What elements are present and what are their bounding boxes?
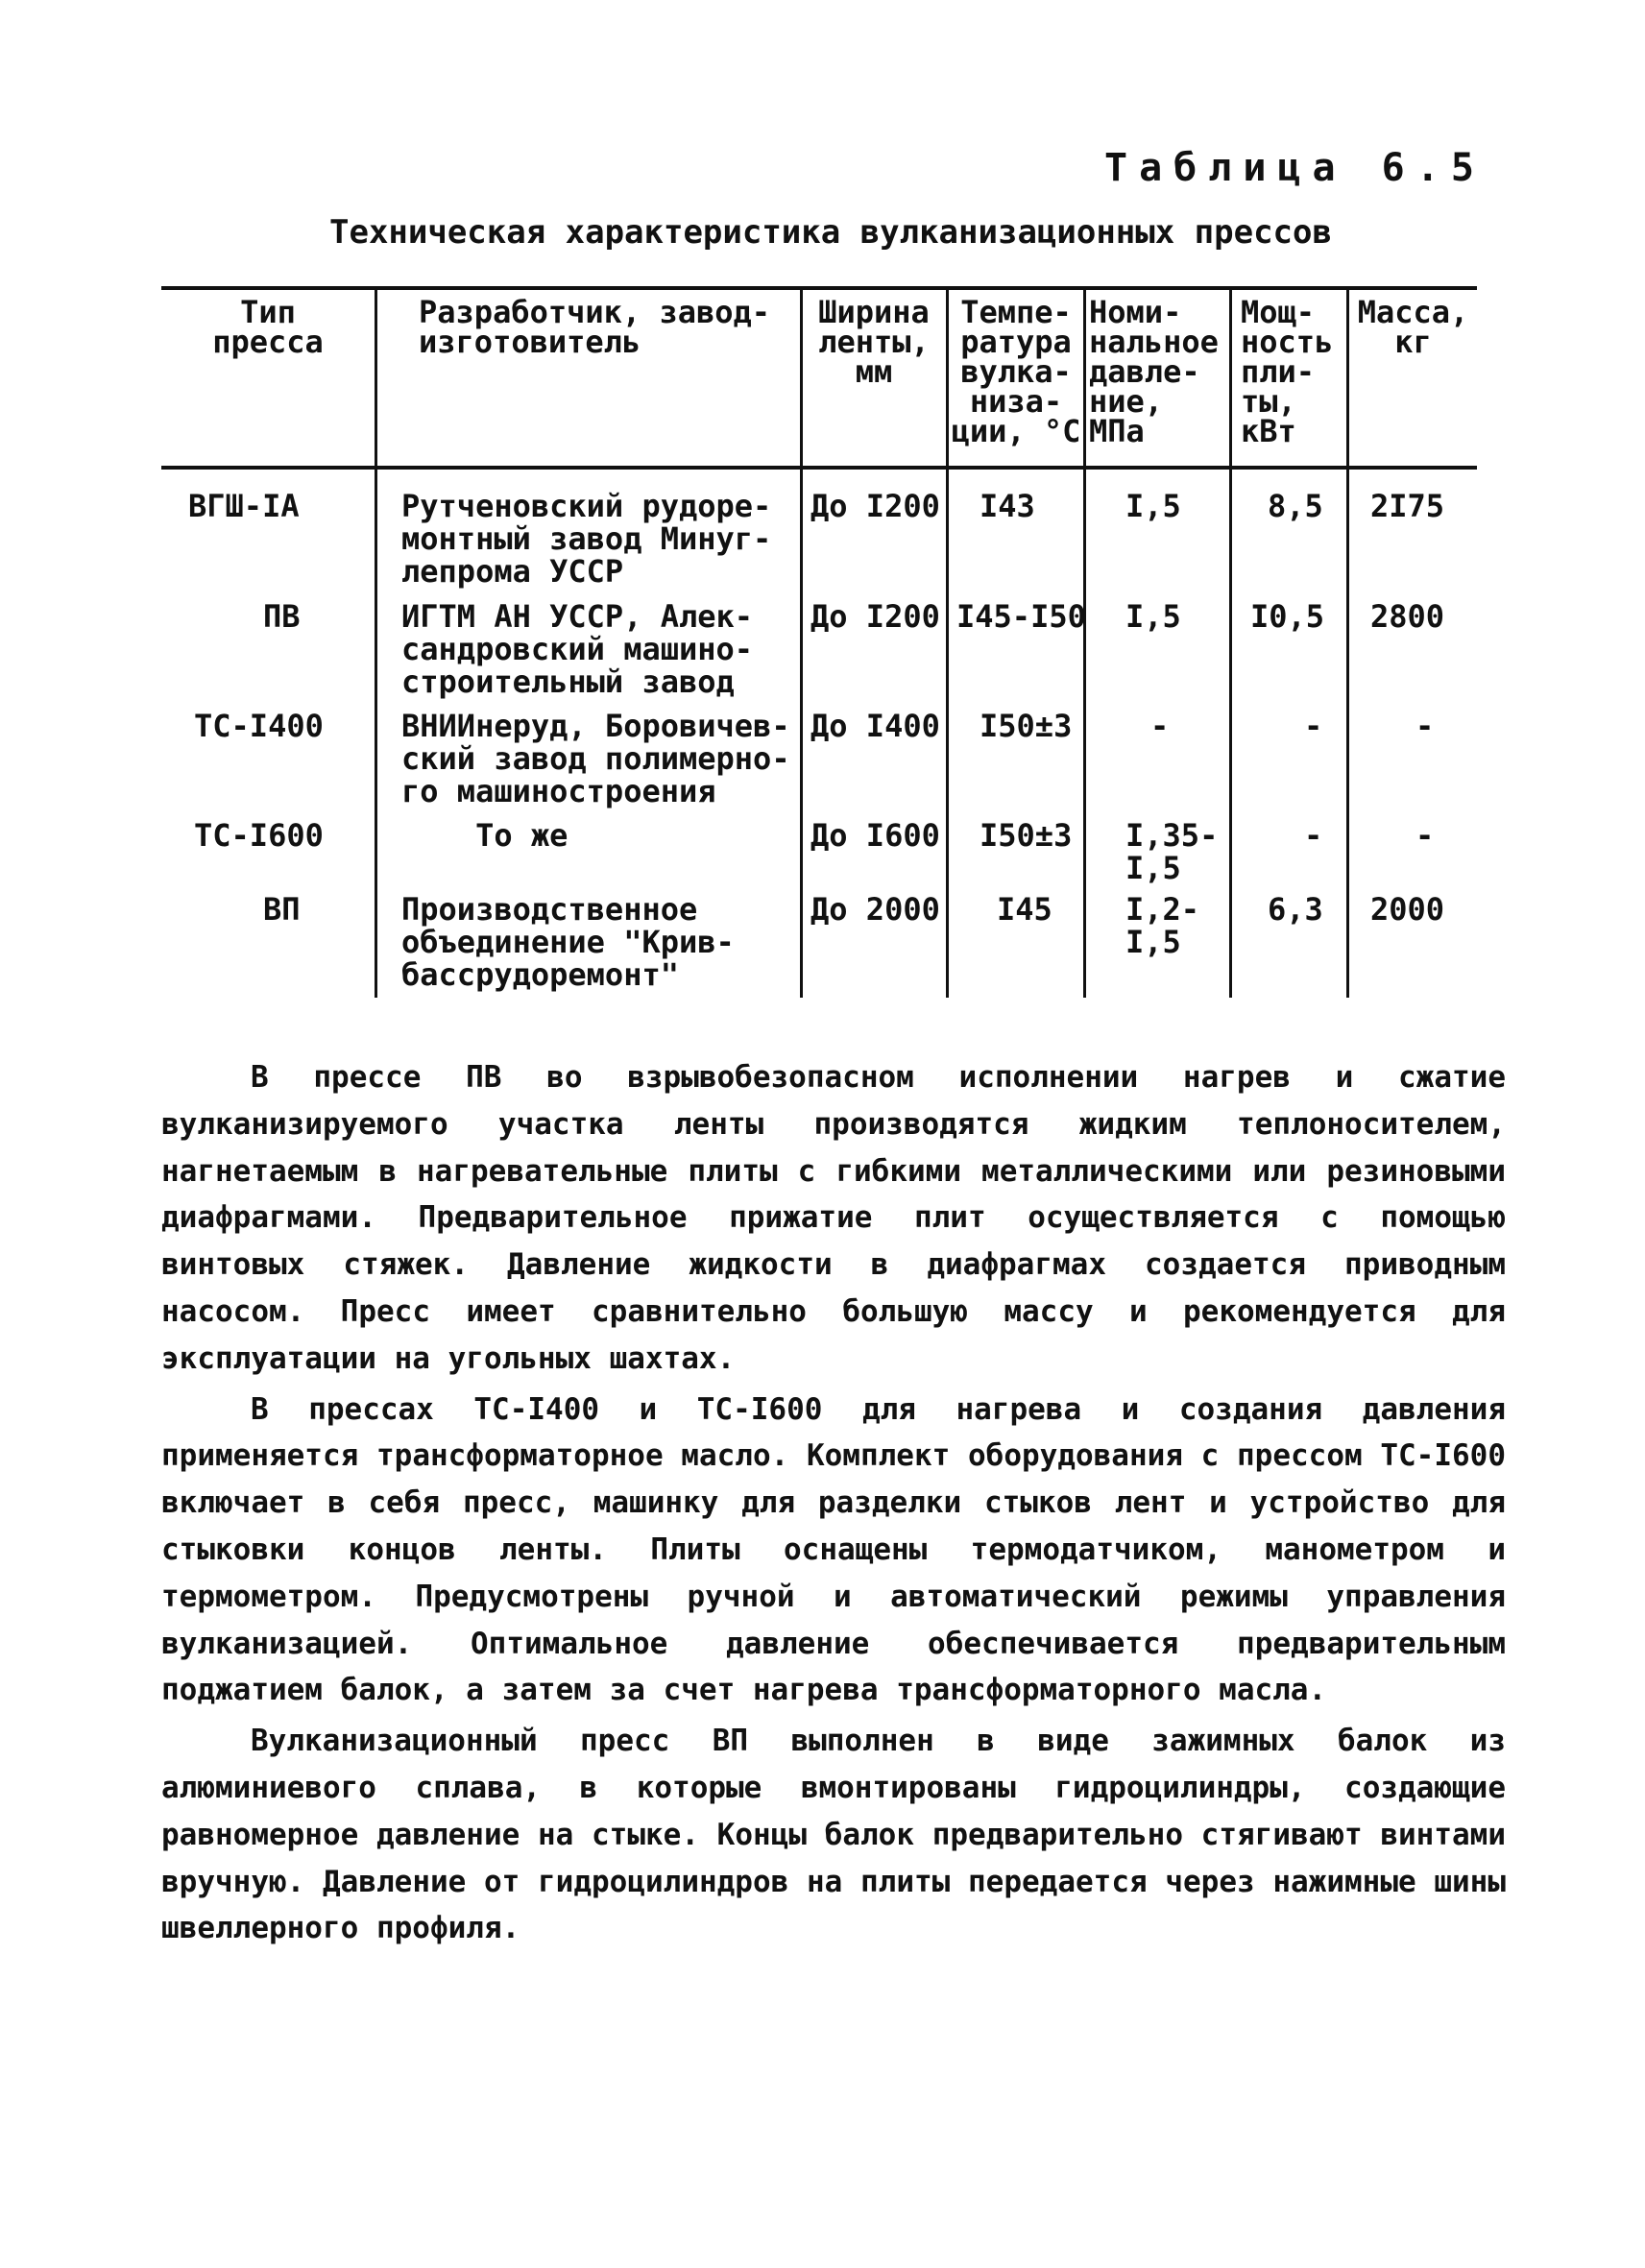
cell-power: 8,5: [1268, 488, 1323, 524]
cell-power: -: [1304, 817, 1323, 854]
cell-temperature: I45-I50: [956, 598, 1086, 635]
table-header-rule: [161, 466, 1477, 470]
column-divider: [1346, 286, 1349, 998]
header-developer: Разработчик, завод- изготовитель: [419, 294, 771, 360]
cell-power: 6,3: [1268, 891, 1323, 928]
cell-mass: -: [1415, 708, 1435, 744]
column-divider: [800, 286, 803, 998]
cell-temperature: I50±3: [980, 708, 1073, 744]
cell-power: -: [1304, 708, 1323, 744]
header-type: Тип пресса: [212, 294, 324, 360]
cell-temperature: I43: [980, 488, 1035, 524]
cell-mass: -: [1415, 817, 1435, 854]
cell-pressure: I,35- I,5: [1125, 817, 1219, 886]
cell-developer: ВНИИнеруд, Боровичев- ский завод полимерно- го машиностроения: [401, 708, 790, 809]
header-width: Ширина ленты, мм: [818, 294, 930, 390]
cell-mass: 2I75: [1370, 488, 1445, 524]
cell-temperature: I45: [997, 891, 1052, 928]
cell-developer: То же: [401, 817, 568, 854]
cell-width: До I600: [810, 817, 940, 854]
cell-temperature: I50±3: [980, 817, 1073, 854]
cell-pressure: I,5: [1125, 598, 1181, 635]
cell-pressure: -: [1150, 708, 1170, 744]
cell-width: До I400: [810, 708, 940, 744]
cell-pressure: I,2- I,5: [1125, 891, 1200, 960]
body-text: [161, 1054, 1506, 1956]
table-top-rule: [161, 286, 1477, 290]
cell-width: До I200: [810, 598, 940, 635]
cell-developer: Рутченовский рудоре- монтный завод Минуг- лепрома УССР: [401, 488, 772, 590]
cell-type: ТС-I600: [194, 817, 324, 854]
header-mass: Масса, кг: [1357, 294, 1469, 360]
cell-type: ВП: [263, 891, 301, 928]
header-power: Мощ- ность пли- ты, кВт: [1241, 294, 1334, 449]
column-divider: [1083, 286, 1086, 998]
table-number: Таблица 6.5: [1104, 146, 1486, 190]
header-temperature: Темпе- ратура вулка- низа- ции, °С: [951, 294, 1081, 449]
cell-power: I0,5: [1250, 598, 1325, 635]
paragraph-vp-press: Вулканизационный пресс ВП выполнен в виде зажимных балок из алюминиевого сплава, в которые вмонтированы гидроцилиндры, создающие равномерное давление на стыке. Концы балок предварительно стягивают винтами вручную. Давление от гидроцилиндров на плиты передается через нажимные шины швеллерного профиля.: [161, 1724, 1506, 1946]
column-divider: [375, 286, 377, 998]
paragraph-pv-press: В прессе ПВ во взрывобезопасном исполнении нагрев и сжатие вулканизируемого участка ленты производятся жидким теплоносителем, нагнетаемым в нагревательные плиты с гибкими металлическими или резиновыми диафрагмами. Предварительное прижатие плит осуществляется с помощью винтовых стяжек. Давление жидкости в диафрагмах создается приводным насосом. Пресс имеет сравнительно большую массу и рекомендуется для эксплуатации на угольных шахтах.: [161, 1060, 1506, 1376]
cell-pressure: I,5: [1125, 488, 1181, 524]
cell-developer: Производственное объединение "Крив- бассрудоремонт": [401, 891, 735, 993]
cell-type: ТС-I400: [194, 708, 324, 744]
header-pressure: Номи- нальное давле- ние, МПа: [1089, 294, 1219, 449]
cell-width: До 2000: [810, 891, 940, 928]
cell-type: ВГШ-IА: [188, 488, 300, 524]
cell-width: До I200: [810, 488, 940, 524]
cell-type: ПВ: [263, 598, 301, 635]
cell-mass: 2800: [1370, 598, 1445, 635]
table-caption: Техническая характеристика вулканизационных прессов: [329, 213, 1332, 252]
column-divider: [1229, 286, 1232, 998]
cell-mass: 2000: [1370, 891, 1445, 928]
cell-developer: ИГТМ АН УССР, Алек- сандровский машино- строительный завод: [401, 598, 754, 700]
paragraph-ts-presses: В прессах ТС-I400 и ТС-I600 для нагрева и создания давления применяется трансформаторное масло. Комплект оборудования с прессом ТС-I600 включает в себя пресс, машинку для разделки стыков лент и устройство для стыковки концов ленты. Плиты оснащены термодатчиком, манометром и термометром. Предусмотрены ручной и автоматический режимы управления вулканизацией. Оптимальное давление обеспечивается предварительным поджатием балок, а затем за счет нагрева трансформаторного масла.: [161, 1391, 1506, 1708]
